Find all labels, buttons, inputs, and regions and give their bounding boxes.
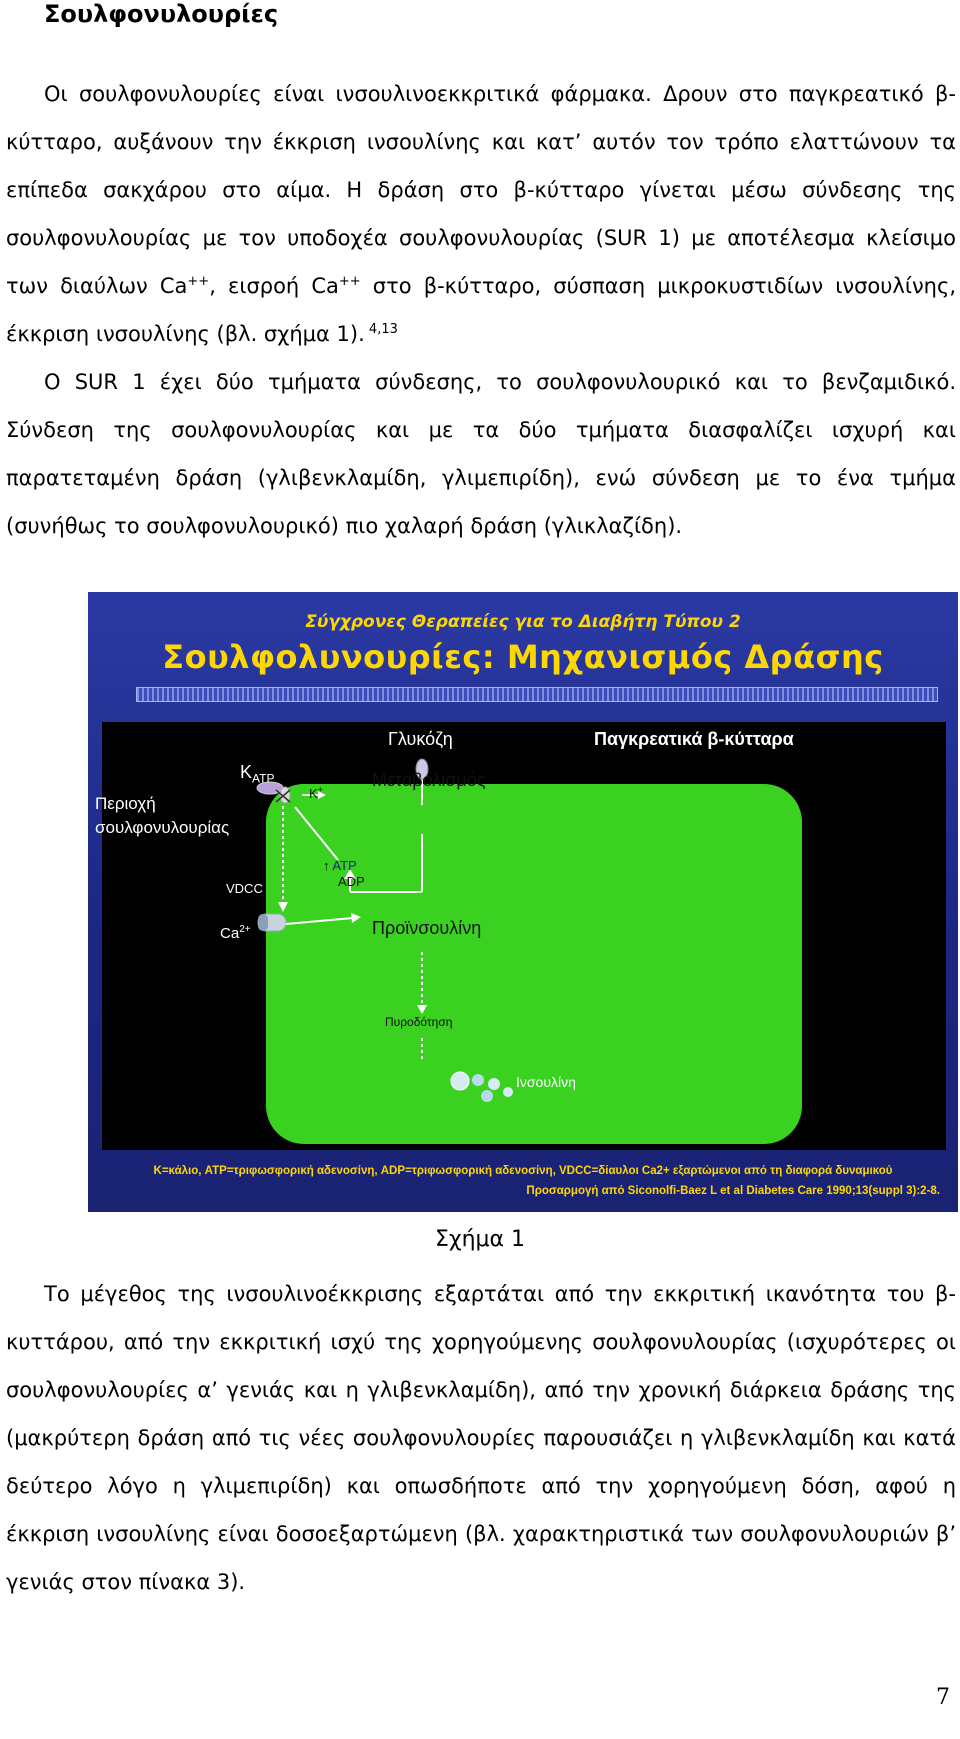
label-calcium: $Ca^{2+}$ [220,924,251,942]
slide-source: Προσαρμογή από Siconolfi-Baez L et al Diabetes Care 1990;13(suppl 3):2-8. [526,1185,940,1197]
paragraph-3 [6,1270,956,1606]
insulin-granules-icon [451,1072,513,1102]
calcium-influx-arrow [286,913,361,924]
para1-text-2: , εισροή Ca [209,274,339,298]
slide-subtitle: Σύγχρονες Θεραπείες για το Διαβήτη Τύπου 2 [305,612,741,632]
para1-text-3: στο β-κύτταρο, σύσπαση μικροκυστιδίων ινσουλίνης, έκκριση ινσουλίνης (βλ. σχήμα 1). [6,274,956,346]
label-k-atp: $K_{ATP}$ [240,762,275,786]
label-vdcc: VDCC [226,881,263,896]
label-insulin: Ινσουλίνη [516,1074,576,1090]
para1-sup-2: ++ [338,274,361,289]
section-heading: Σουλφονυλουρίες [44,0,279,28]
vdcc-channel-icon [258,914,286,931]
slide-footnote: K=κάλιο, ATP=τριφωσφορική αδενοσίνη, ADP=τριφωσφορική αδενοσίνη, VDCC=δίαυλοι Ca2+ εξαρτώμενοι από τη διαφορά δυναμικού [153,1165,893,1177]
label-atp-adp: ↑ ATP ADP [323,858,365,889]
label-beta-cells: Παγκρεατικά β-κύτταρα [594,729,794,749]
label-k-plus: K+ [309,784,323,801]
label-glucose: Γλυκόζη [388,729,453,749]
paragraph-2: Ο SUR 1 έχει δύο τμήματα σύνδεσης, το σουλφονυλουρικό και το βενζαμιδικό. Σύνδεση της σουλφονυλουρίας και με τα δύο τμήματα διασφαλίζει ισχυρή και παρατεταμένη δράση (γλιβενκλαμίδη, γλιμεπιρίδη), ενώ σύνδεση με το ένα τμήμα (συνήθως το σουλφονυλουρικό) πιο χαλαρή δράση (γλικλαζίδη). [6,370,956,538]
para1-reference: 4,13 [364,322,398,337]
para1-text-1: Οι σουλφονυλουρίες είναι ινσουλινοεκκριτικά φάρμακα. Δρουν στο παγκρεατικό β-κύτταρο, αυξάνουν την έκκριση ινσουλίνης και κατ’ αυτόν τον τρόπο ελαττώνουν τα επίπεδα σακχάρου στο αίμα. Η δράση στο β-κύτταρο γίνεται μέσω σύνδεσης της σουλφονυλουρίας με τον υποδοχέα σουλφονυλουρίας (SUR 1) με αποτέλεσμα κλείσιμο των διαύλων Ca [6,82,956,298]
label-trigger: Πυροδότηση [385,1015,453,1029]
paragraph-1 [6,70,956,550]
atp-inhibition-arrow [295,807,338,860]
slide-title: Σουλφολυνουρίες: Μηχανισμός Δράσης [162,638,884,676]
diagram-connectors [88,592,958,1212]
paragraph-3-text: Το μέγεθος της ινσουλινοέκκρισης εξαρτάται από την εκκριτική ικανότητα του β-κυττάρου, από την εκκριτική ισχύ της χορηγούμενης σουλφονυλουρίας (ισχυρότερες οι σουλφονυλουρίες α’ γενιάς και η γλιβενκλαμίδη), από την χρονική διάρκεια δράσης της (μακρύτερη δράση από τις νέες σουλφονυλουρίες παρουσιάζει η γλιβενκλαμίδη και κατά δεύτερο λόγο η γλιμεπιρίδη) και οπωσδήποτε από την χορηγούμενη δόση, αφού η έκκριση ινσουλίνης είναι δοσοεξαρτώμενη (βλ. χαρακτηριστικά των σουλφονυλουριών β’ γενιάς στον πίνακα 3). [6,1282,956,1594]
label-metabolism: Μεταβολισμός [372,770,486,790]
para1-sup-1: ++ [187,274,210,289]
label-proinsulin: Προϊνσουλίνη [372,918,482,938]
label-sulfonylurea-region: Περιοχή σουλφονυλουρίας [95,794,230,837]
figure-slide [88,592,958,1212]
page-number: 7 [936,1685,950,1710]
figure-caption: Σχήμα 1 [434,1227,526,1252]
